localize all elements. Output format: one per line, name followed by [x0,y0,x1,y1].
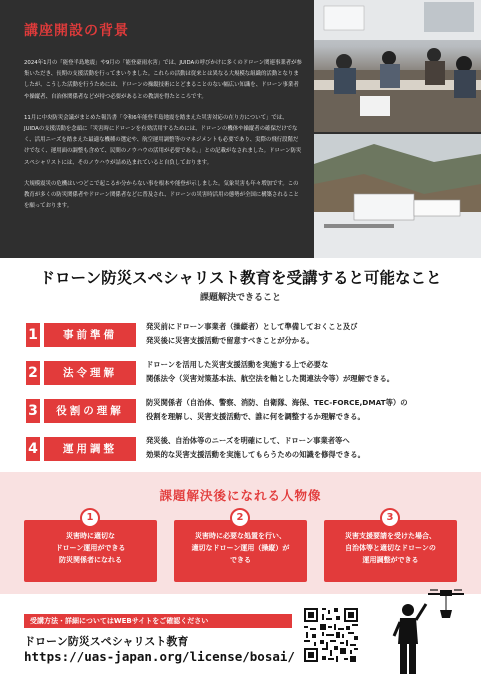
benefit-number: 2 [26,361,40,385]
benefit-description [146,434,451,462]
outcome-line: ドローン運用ができる [55,544,126,552]
benefit-tag: 役割の理解 [44,399,136,423]
benefit-item [26,394,456,428]
benefit-description [146,358,451,386]
outcome-line: できる [230,556,251,564]
course-url-link[interactable]: https://uas-japan.org/license/bosai/ [24,649,295,664]
background-title: 講座開設の背景 [24,23,129,39]
outcome-card [24,520,157,582]
benefit-item [26,356,456,390]
benefit-tag: 事前準備 [44,323,136,347]
outcome-line: 適切なドローン運用（操縦）が [191,544,290,552]
benefit-line-2: 役割を理解し、災害支援活動で、誰に何を調整するか理解できる。 [146,412,365,421]
sub-heading: 課題解決できること [199,293,281,303]
drone-operator-icon [386,580,466,676]
outcome-line: 災害支援要請を受けた場合、 [345,532,436,540]
background-paragraph-2: 11月に中央防災会議がまとめた報告書「令和6年能登半島地震を踏まえた災害対応の在り方について」では、JUIDAの支援活動を念頭に「災害時にドローンを有効活用するためには、ドローンの機体や操縦者の確保だけでなく、活用ニーズを踏まえた最適な機種の選定や、航空運用調整等のマネジメントも必要であり、実際の飛行段階だけでなく、運用面の調整も含めて、民間のノウハウの活用が必要である。」との記載がなされました。ドローン防災スペシャリストには、そのノウハウが詰め込まれていると自負しております。 [24,114,302,166]
benefit-line-1: 発災後、自治体等のニーズを明確にして、ドローン事業者等へ [146,436,350,445]
qr-code-icon[interactable] [302,606,360,664]
outcome-card [324,520,457,582]
benefit-description [146,396,451,424]
background-paragraph-1: 2024年1月の「能登半島地震」や9月の「能登豪雨水害」では、JUIDAの呼びかけに多くのドローン関連事業者が参集いただき、長期の支援活動を行ってまいりました。これらの活動は従来とは異なる大規模な組織的活動となりましたが、こうした活動を行うためには、ドローンの操縦技術にとどまることのない幅広い知識を、ドローン事業者や操縦者、自治体関係者などが持つ必要があるとの教訓を得たところです。 [24,60,302,100]
benefit-line-2: 発災後に災害支援活動で留意すべきことが分かる。 [146,336,314,345]
benefit-number: 4 [26,437,40,461]
classroom-photo [314,0,481,132]
outcome-title: 課題解決後になれる人物像 [159,488,322,503]
outcome-line: 防災関係者になれる [59,556,122,564]
benefit-line-1: ドローンを活用した災害支援活動を実施する上で必要な [146,360,329,369]
outcome-number-badge: 1 [80,508,100,528]
outcome-card [174,520,307,582]
outcome-line: 災害時に適切な [66,532,115,540]
web-info-note: 受講方法・詳細についてはWEBサイトをご確認ください [24,614,292,628]
outcome-line: 災害時に必要な処置を行い、 [195,532,286,540]
benefit-tag: 法令理解 [44,361,136,385]
main-heading: ドローン防災スペシャリスト教育を受講すると可能なこと [39,269,442,287]
drone-field-photo [314,134,481,258]
background-text [24,58,302,222]
background-section [0,0,481,258]
outcome-number-badge: 2 [230,508,250,528]
benefit-description [146,320,451,348]
outcome-line: 運用調整ができる [362,556,419,564]
benefit-tag: 運用調整 [44,437,136,461]
benefit-number: 3 [26,399,40,423]
benefit-line-1: 発災前にドローン事業者（操縦者）として準備しておくこと及び [146,322,358,331]
benefit-item [26,432,456,466]
background-paragraph-3: 大規模震災の危機はいつどこで起こるか分からない事を根本や能登が示しました。気象災害も年々増加です。この教育が多くの防災関係者やドローン関係者などに普及され、ドローンの災害時活用の態勢が全国に構築されることを願っております。 [24,180,299,210]
benefit-line-2: 関係法令（災害対策基本法、航空法を軸とした関連法令等）が理解できる。 [146,374,395,383]
outcome-number-badge: 3 [380,508,400,528]
benefit-line-1: 防災関係者（自治体、警察、消防、自衛隊、海保、TEC-FORCE,DMAT等）の [146,398,408,407]
benefit-line-2: 効果的な災害支援活動を実施してもらうための知識を修得できる。 [146,450,365,459]
benefit-number: 1 [26,323,40,347]
benefit-item [26,318,456,352]
outcome-line: 自治体等と適切なドローンの [345,544,436,552]
course-name: ドローン防災スペシャリスト教育 [24,635,189,648]
